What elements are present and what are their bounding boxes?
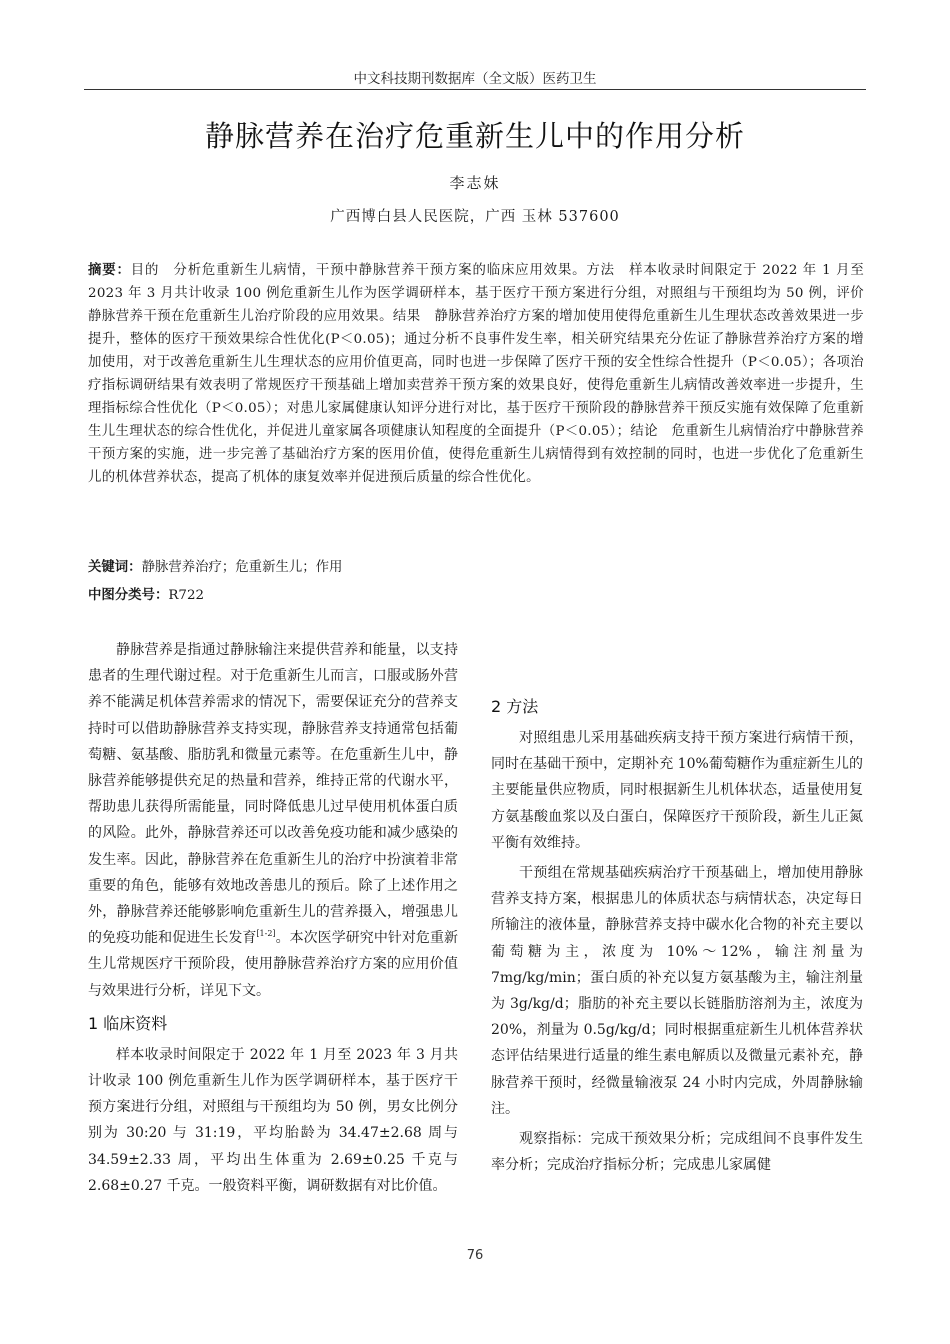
classification-label: 中图分类号： <box>88 588 169 603</box>
abstract-label: 摘要： <box>88 263 131 278</box>
header-rule <box>84 89 866 90</box>
author-name: 李志妹 <box>449 174 501 192</box>
intro-paragraph <box>88 637 458 1004</box>
section-heading-clinical-data: 1 临床资料 <box>88 1013 168 1033</box>
classification-number <box>88 584 864 607</box>
article-title: 静脉营养在治疗危重新生儿中的作用分析 <box>204 119 745 153</box>
page-number: 76 <box>466 1248 484 1263</box>
keywords <box>88 556 864 579</box>
body-column-left <box>88 637 458 1199</box>
methods-paragraph-control: 对照组患儿采用基础疾病支持干预方案进行病情干预，同时在基础干预中，定期补充 10%葡萄糖作为重症新生儿的主要能量供应物质，同时根据新生儿机体状态，适量使用复方氨基酸血浆以及白蛋白，保障医疗干预阶段，新生儿正氮平衡有效维持。 <box>491 730 863 851</box>
abstract-text: 目的 分析危重新生儿病情，干预中静脉营养干预方案的临床应用效果。方法 样本收录时间限定于 2022 年 1 月至 2023 年 3 月共计收录 100 例危重新生儿作为医学调研样本，基于医疗干预方案进行分组，对照组与干预组均为 50 例，评价静脉营养干预在危重新生儿治疗阶段的应用效果。结果 静脉营养治疗方案的增加使用使得危重新生儿生理状态改善效果进一步提升，整体的医疗干预效果综合性优化(P＜0.05)；通过分析不良事件发生率，相关研究结果充分佐证了静脉营养治疗方案的增加使用，对于改善危重新生儿生理状态的应用价值更高，同时也进一步保障了医疗干预的安全性综合性提升（P＜0.05）；各项治疗指标调研结果有效表明了常规医疗干预基础上增加卖营养干预方案的效果良好，使得危重新生儿病情改善效率进一步提升，生理指标综合性优化（P＜0.05）；对患儿家属健康认知评分进行对比，基于医疗干预阶段的静脉营养干预反实施有效保障了危重新生儿生理状态的综合性优化，并促进儿童家属各项健康认知程度的全面提升（P＜0.05）；结论 危重新生儿病情治疗中静脉营养干预方案的实施，进一步完善了基础治疗方案的医用价值，使得危重新生儿病情得到有效控制的同时，也进一步优化了危重新生儿的机体营养状态，提高了机体的康复效率并促进预后质量的综合性优化。 <box>88 263 865 485</box>
classification-text: R722 <box>168 588 204 603</box>
keywords-text: 静脉营养治疗；危重新生儿；作用 <box>141 560 343 575</box>
running-head: 中文科技期刊数据库（全文版）医药卫生 <box>353 71 597 87</box>
author-affiliation: 广西博白县人民医院，广西 玉林 537600 <box>330 209 620 225</box>
citation: [1-2] <box>256 929 276 939</box>
abstract <box>88 259 864 489</box>
intro-text: 静脉营养是指通过静脉输注来提供营养和能量，以支持患者的生理代谢过程。对于危重新生儿而言，口服或肠外营养不能满足机体营养需求的情况下，需要保证充分的营养支持时可以借助静脉营养支持实现，静脉营养支持通常包括葡萄糖、氨基酸、脂肪乳和微量元素等。在危重新生儿中，静脉营养能够提供充足的热量和营养，维持正常的代谢水平，帮助患儿获得所需能量，同时降低患儿过早使用机体蛋白质的风险。此外，静脉营养还可以改善免疫功能和减少感染的发生率。因此，静脉营养在危重新生儿的治疗中扮演着非常重要的角色，能够有效地改善患儿的预后。除了上述作用之外，静脉营养还能够影响危重新生儿的营养摄入，增强患儿的免疫功能和促进生长发育 <box>88 642 458 947</box>
keywords-label: 关键词： <box>88 560 142 575</box>
section-heading-methods: 2 方法 <box>491 697 539 716</box>
methods-paragraph-indicators: 观察指标：完成干预效果分析；完成组间不良事件发生率分析；完成治疗指标分析；完成患儿家属健 <box>491 1131 863 1174</box>
body-column-right <box>491 637 863 1178</box>
methods-paragraph-intervention: 干预组在常规基础疾病治疗干预基础上，增加使用静脉营养支持方案，根据患儿的体质状态与病情状态，决定每日所输注的液体量，静脉营养支持中碳水化合物的补充主要以葡萄糖为主，浓度为 10%～12%，输注剂量为 7mg/kg/min；蛋白质的补充以复方氨基酸为主，输注剂量为 3g/kg/d；脂肪的补充主要以长链脂肪溶剂为主，浓度为 20%，剂量为 0.5g/kg/d；同时根据重症新生儿机体营养状态评估结果进行适量的维生素电解质以及微量元素补充，静脉营养干预时，经微量输液泵 24 小时内完成，外周静脉输注。 <box>491 865 863 1117</box>
intro-text-tail: 。本次医学研究中针对危重新生儿常规医疗干预阶段，使用静脉营养治疗方案的应用价值与效果进行分析，详见下文。 <box>88 930 459 999</box>
clinical-data-paragraph: 样本收录时间限定于 2022 年 1 月至 2023 年 3 月共计收录 100 例危重新生儿作为医学调研样本，基于医疗干预方案进行分组，对照组与干预组均为 50 例，男女比例分别为 30:20 与 31:19，平均胎龄为 34.47±2.68 周与 34.59±2.33 周，平均出生体重为 2.69±0.25 千克与 2.68±0.27 千克。一般资料平衡，调研数据有对比价值。 <box>88 1046 458 1194</box>
